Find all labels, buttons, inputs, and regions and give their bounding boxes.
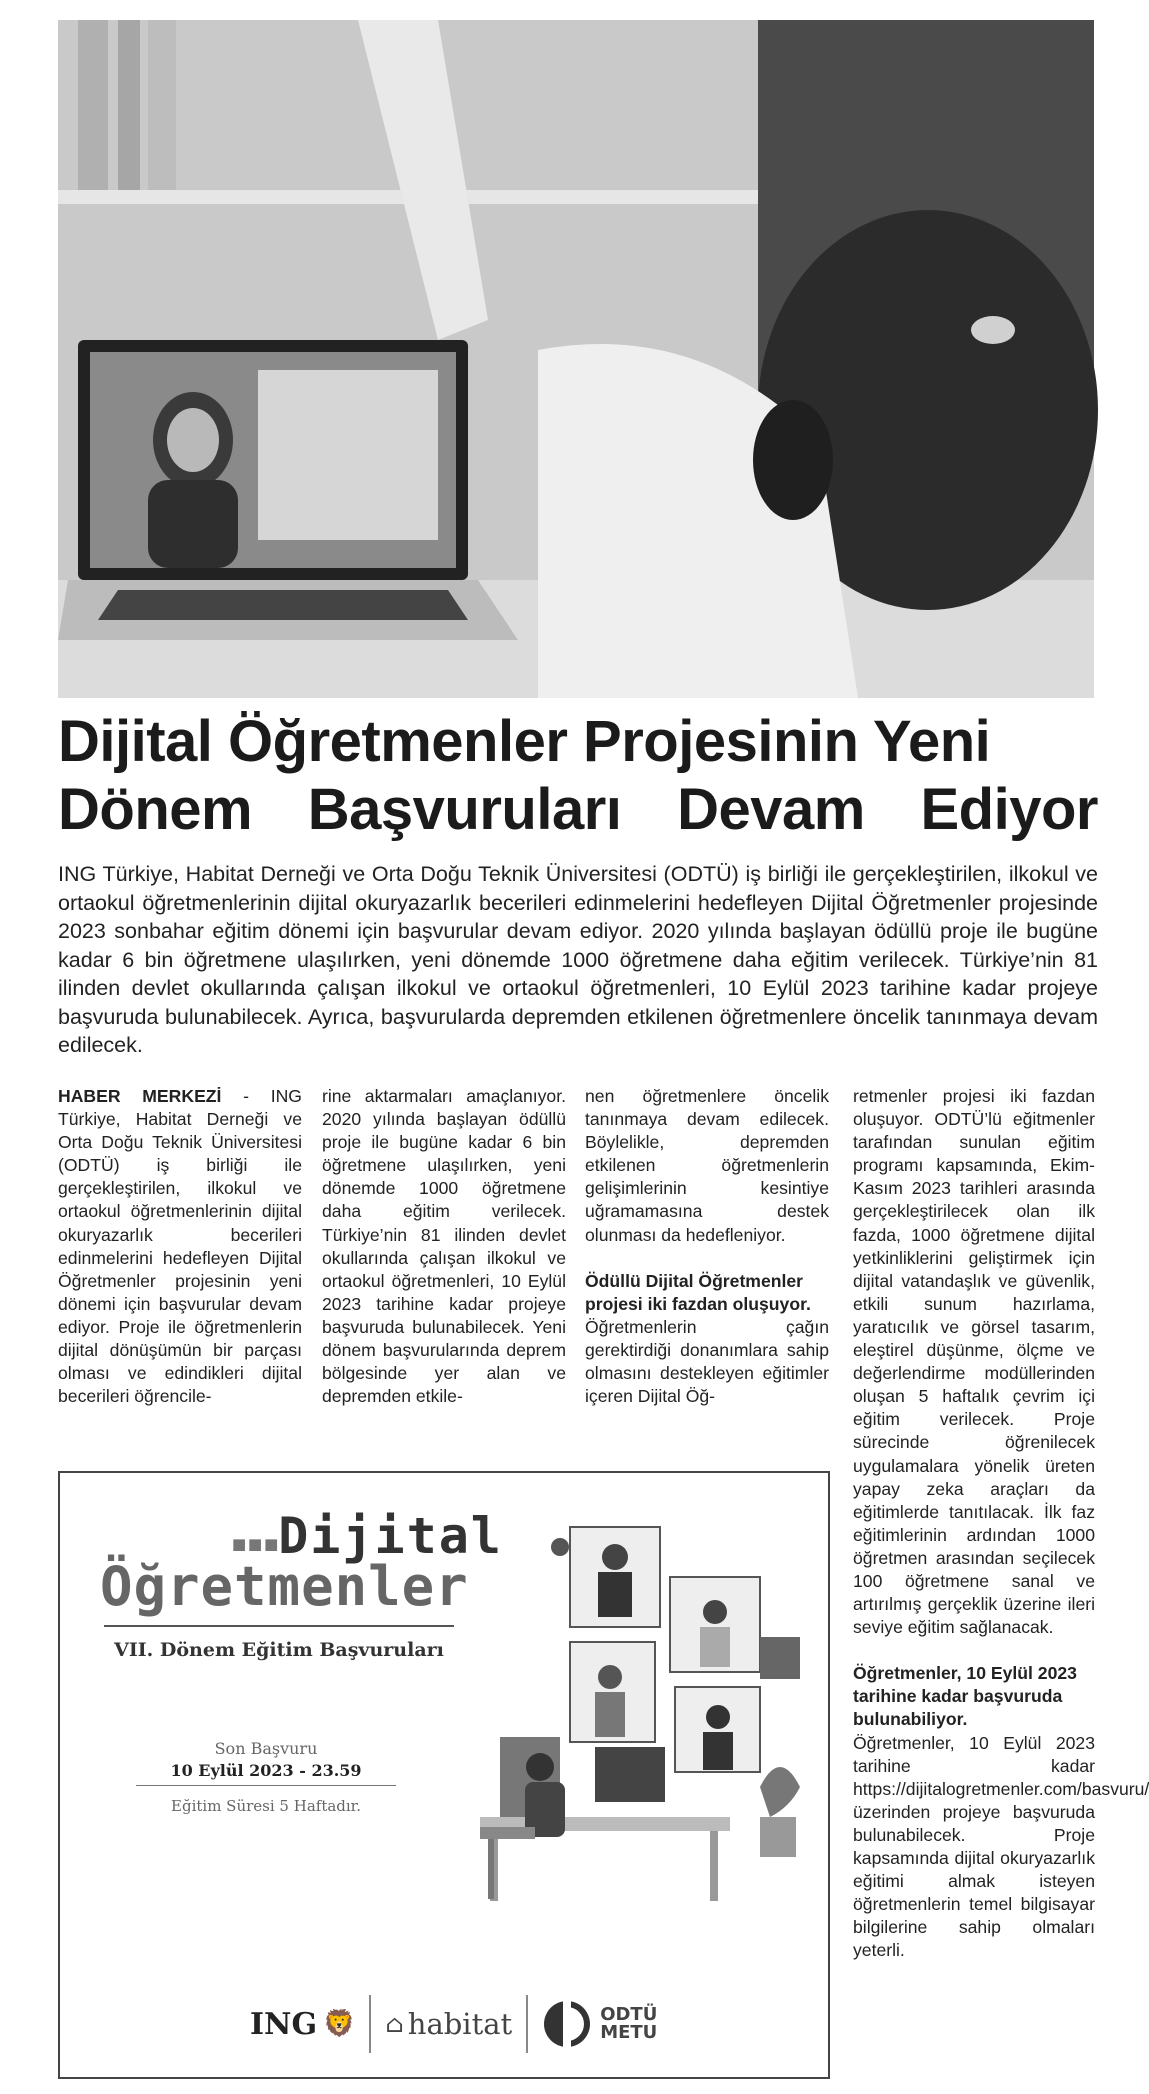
ad-divider: [136, 1785, 396, 1786]
headline-line-2: [58, 776, 1098, 844]
house-icon: ⌂: [385, 2010, 404, 2038]
headline-word: Devam: [677, 777, 865, 842]
ad-deadline-label: Son Başvuru: [214, 1739, 318, 1758]
online-classroom-illustration: [460, 1517, 820, 1907]
subheading-1: Ödüllü Dijital Öğretmenler projesi iki fazdan oluşuyor.: [585, 1270, 811, 1314]
article-headline: [58, 708, 1098, 844]
article-column-2: [322, 1085, 566, 1408]
article-lead: ING Türkiye, Habitat Derneği ve Orta Doğu Teknik Üniversitesi (ODTÜ) iş birliği ile gerçekleştirilen, ilkokul ve ortaokul öğretmenlerinin dijital okuryazarlık becerileri edinmelerini hedefleyen Dijital Öğretmenler projesinde 2023 sonbahar eğitim dönemi için başvurular devam ediyor. 2020 yılında başlayan ödüllü proje ile bugüne kadar 6 bin öğretmene ulaşılırken, yeni dönemde 1000 öğretmene daha eğitim verilecek. Türkiye’nin 81 ilinden devlet okullarında çalışan ilkokul ve ortaokul öğretmenleri, 10 Eylül 2023 tarihine kadar projeye başvuruda bulunabilecek. Ayrıca, başvurularda depremden etkilenen öğretmenlere öncelik tanınmaya devam edilecek.: [58, 862, 1098, 1057]
ad-deadline-date: 10 Eylül 2023 - 23.59: [170, 1761, 362, 1780]
ad-logo-line-2: Öğretmenler: [100, 1555, 469, 1618]
column-3-text-2: Öğretmenlerin çağın gerektirdiği donanımlara sahip olmasını destekleyen eğitimler içeren Dijital Öğ-: [585, 1316, 829, 1407]
logo-separator: [369, 1995, 371, 2053]
byline: HABER MERKEZİ: [58, 1086, 222, 1106]
lion-icon: 🦁: [323, 2009, 356, 2039]
hero-photo: [58, 20, 1094, 698]
sponsor-logos: [250, 1993, 710, 2055]
odtu-wordmark: ODTÜ METU: [600, 2004, 658, 2043]
headline-word: Ediyor: [920, 777, 1098, 842]
article-column-3: [585, 1085, 829, 1408]
ad-duration: Eğitim Süresi 5 Haftadır.: [171, 1797, 361, 1815]
pixel-dots-icon: ▪▪▪: [230, 1526, 279, 1561]
advertisement-box: [58, 1471, 830, 2079]
odtu-emblem-icon: [542, 1999, 592, 2049]
column-2-text: rine aktarmaları amaçlanıyor. 2020 yılında başlayan ödüllü proje ile bugüne kadar 6 bin öğretmene ulaşılırken, yeni dönemde 1000 öğretmene daha eğitim verilecek. Türkiye’nin 81 ilinden devlet okullarında çalışan ilkokul ve ortaokul öğretmenleri, 10 Eylül 2023 tarihine kadar projeye başvuruda bulunabilecek. Yeni dönem başvurularında deprem bölgesinde yer alan ve depremden etkile-: [322, 1086, 566, 1407]
ad-subtitle: VII. Dönem Eğitim Başvuruları: [114, 1639, 444, 1661]
article-column-4: [853, 1085, 1149, 1962]
subheading-2: Öğretmenler, 10 Eylül 2023 tarihine kadar başvuruda bulunabiliyor.: [853, 1663, 1077, 1730]
habitat-logo: ⌂ habitat: [385, 2007, 513, 2041]
column-4-text: retmenler projesi iki fazdan oluşuyor. ODTÜ’lü eğitmenler tarafından sunulan eğitim programı kapsamında, Ekim-Kasım 2023 tarihleri arasında gerçekleştirilecek olan ilk fazda, 1000 öğretmene dijital yetkinliklerini geliştirmek için dijital vatandaşlık ve güvenlik, etkili sunum hazırlama, yaratıcılık ve görsel tasarım, eleştirel düşünme, ölçme ve değerlendirme modüllerinden oluşan 5 haftalık çevrim içi eğitim verilecek. Proje sürecinde öğrenilecek uygulamalara yönelik üreten yapay zeka araçları da eğitimlerde tanıtılacak. İlk faz eğitimlerinin ardından 1000 öğretmen arasından seçilecek 100 öğretmene sanal ve artırılmış gerçeklik üzerine ileri seviye eğitim sağlanacak.: [853, 1086, 1095, 1638]
headline-word: Dönem: [58, 777, 253, 842]
hero-photo-illustration: [58, 20, 1094, 698]
headline-line-1: Dijital Öğretmenler Projesinin Yeni: [58, 709, 991, 774]
ad-divider: [104, 1625, 454, 1627]
odtu-logo: [542, 1999, 657, 2049]
ad-logo-line-1: ▪▪▪Dijital: [230, 1507, 503, 1565]
column-4-text-2: Öğretmenler, 10 Eylül 2023 tarihine kadar https://dijitalogretmenler.com/basvuru/ üzerinden projeye başvuruda bulunabilecek. Proje kapsamında dijital okuryazarlık eğitimi almak isteyen öğretmenlerin temel bilgisayar bilgilerine sahip olmaları yeterli.: [853, 1732, 1149, 1961]
column-1-text: - ING Türkiye, Habitat Derneği ve Orta Doğu Teknik Üniversitesi (ODTÜ) iş birliği ile gerçekleştirilen, ilkokul ve ortaokul öğretmenlerinin dijital okuryazarlık becerileri edinmelerini hedefleyen Dijital Öğretmenler projesinin yeni dönemi için başvurular devam ediyor. Proje ile öğretmenlerin dijital dönüşümün bir parçası olması ve edindikleri dijital becerileri öğrencile-: [58, 1086, 302, 1407]
ing-logo: ING 🦁: [250, 2006, 356, 2042]
article-column-1: [58, 1085, 302, 1408]
logo-separator: [526, 1995, 528, 2053]
headline-word: Başvuruları: [307, 777, 622, 842]
column-1-paragraph: [58, 1085, 302, 1408]
column-3-text: nen öğretmenlere öncelik tanınmaya devam edilecek. Böylelikle, depremden etkilenen öğretmenlerin gelişimlerinin kesintiye uğramamasına destek olunması da hedefleniyor.: [585, 1086, 829, 1245]
